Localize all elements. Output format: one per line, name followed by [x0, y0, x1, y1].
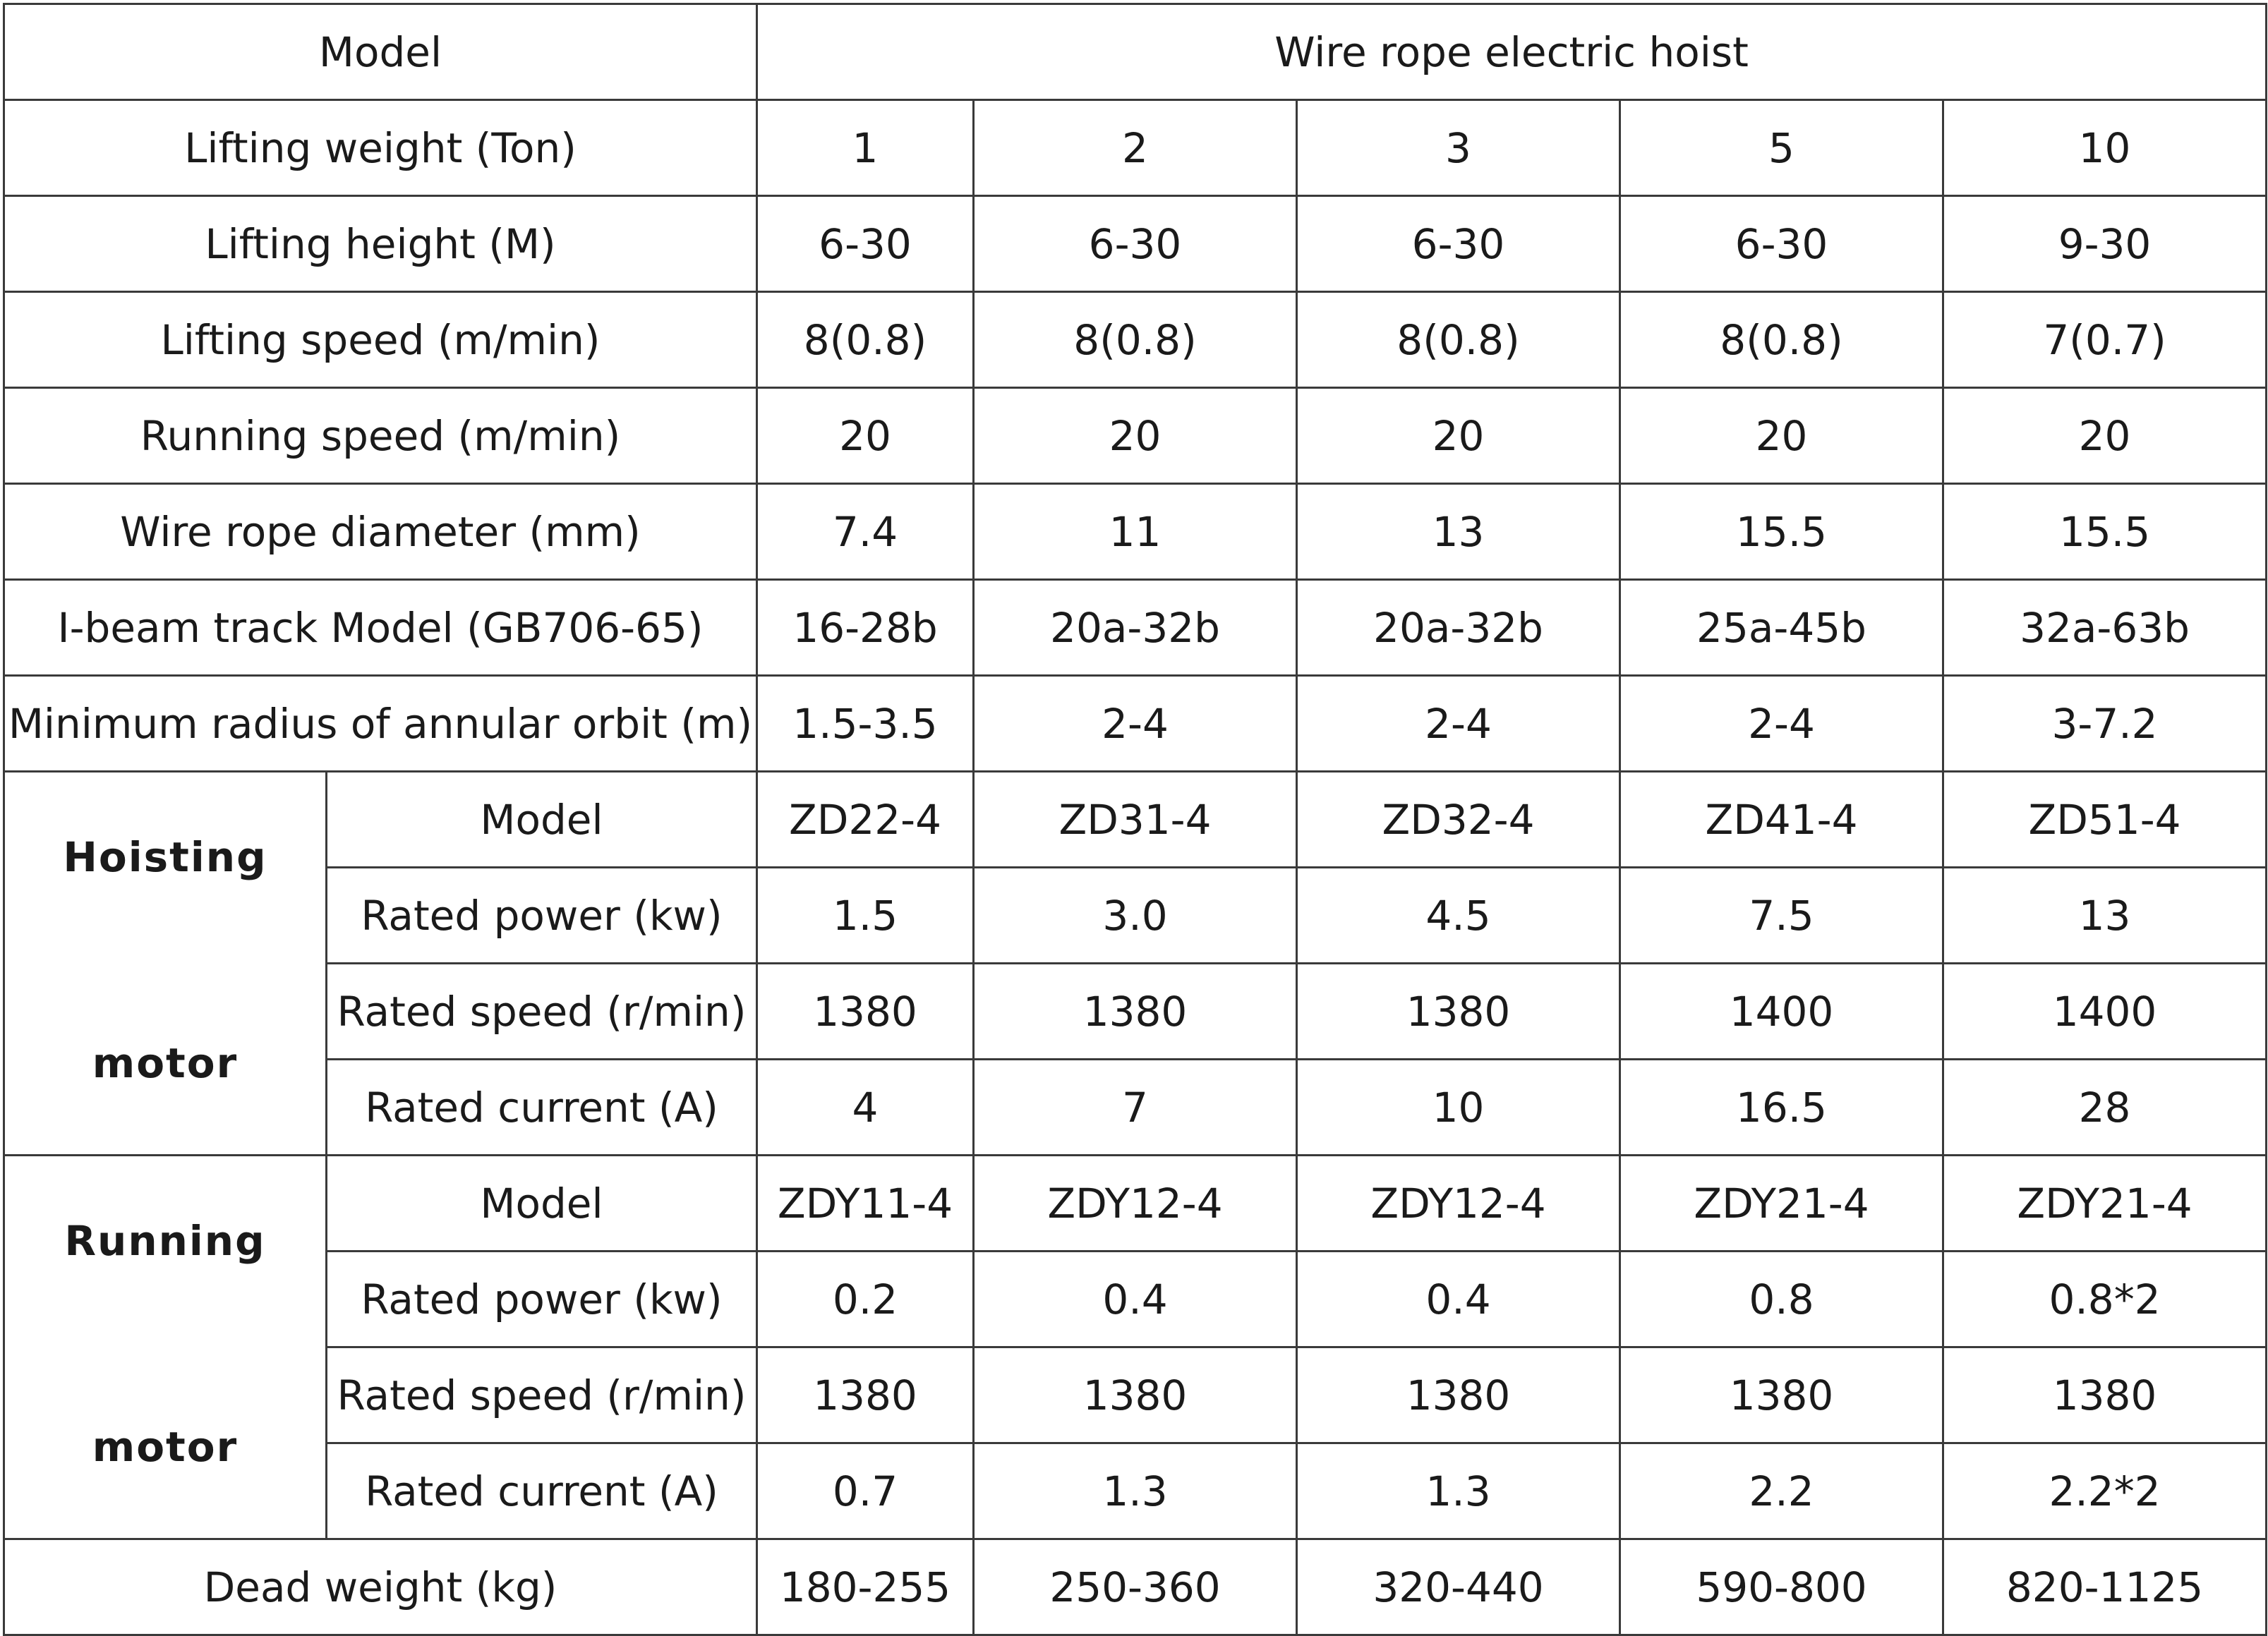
table-cell: 25a-45b [1620, 580, 1943, 676]
group-title-line: Running [64, 1216, 266, 1265]
table-cell: 13 [1943, 868, 2267, 964]
table-row [4, 388, 2267, 484]
row-label: Model [327, 772, 757, 868]
table-row [4, 676, 2267, 772]
table-cell: ZDY12-4 [974, 1156, 1297, 1252]
table-cell: 1380 [1943, 1347, 2267, 1443]
table-cell: 0.4 [1297, 1252, 1620, 1347]
table-cell: 0.2 [757, 1252, 974, 1347]
table-cell: 4.5 [1297, 868, 1620, 964]
table-cell: 20 [757, 388, 974, 484]
table-row [4, 484, 2267, 580]
row-label: Rated current (A) [327, 1060, 757, 1156]
table-cell: 32a-63b [1943, 580, 2267, 676]
row-label: Dead weight (kg) [4, 1539, 757, 1635]
table-cell: ZD32-4 [1297, 772, 1620, 868]
table-cell: 6-30 [974, 196, 1297, 292]
table-cell: 6-30 [1297, 196, 1620, 292]
table-cell: 3-7.2 [1943, 676, 2267, 772]
table-cell: 10 [1297, 1060, 1620, 1156]
table-cell: 8(0.8) [974, 292, 1297, 388]
product-name-cell: Wire rope electric hoist [757, 4, 2267, 100]
table-cell: ZD31-4 [974, 772, 1297, 868]
table-cell: 2-4 [1297, 676, 1620, 772]
table-cell: 3.0 [974, 868, 1297, 964]
hoist-spec-table [3, 3, 2267, 1636]
row-label: Rated speed (r/min) [327, 964, 757, 1060]
table-cell: 5 [1620, 100, 1943, 196]
table-cell: 10 [1943, 100, 2267, 196]
running-motor-group-label [4, 1156, 327, 1539]
table-cell: 2.2*2 [1943, 1443, 2267, 1539]
table-cell: 1.3 [974, 1443, 1297, 1539]
table-cell: 8(0.8) [1620, 292, 1943, 388]
table-cell: 13 [1297, 484, 1620, 580]
table-row [4, 868, 2267, 964]
table-row [4, 1156, 2267, 1252]
model-header-cell: Model [4, 4, 757, 100]
table-row [4, 1060, 2267, 1156]
row-label: Rated power (kw) [327, 1252, 757, 1347]
table-cell: 20a-32b [1297, 580, 1620, 676]
row-label: Rated speed (r/min) [327, 1347, 757, 1443]
row-label: Lifting height (M) [4, 196, 757, 292]
table-cell: 20a-32b [974, 580, 1297, 676]
row-label: Running speed (m/min) [4, 388, 757, 484]
table-cell: 1.3 [1297, 1443, 1620, 1539]
table-cell: 0.8 [1620, 1252, 1943, 1347]
table-cell: 2-4 [974, 676, 1297, 772]
table-cell: 1 [757, 100, 974, 196]
table-cell: 1380 [974, 964, 1297, 1060]
table-cell: 6-30 [757, 196, 974, 292]
table-row [4, 772, 2267, 868]
table-cell: 20 [974, 388, 1297, 484]
table-cell: 0.7 [757, 1443, 974, 1539]
header-row [4, 4, 2267, 100]
table-cell: 28 [1943, 1060, 2267, 1156]
row-label: I-beam track Model (GB706-65) [4, 580, 757, 676]
table-row [4, 964, 2267, 1060]
group-title-line: motor [92, 1038, 239, 1087]
table-cell: 7 [974, 1060, 1297, 1156]
table-row [4, 1443, 2267, 1539]
row-label: Rated current (A) [327, 1443, 757, 1539]
table-cell: 3 [1297, 100, 1620, 196]
table-cell: 8(0.8) [757, 292, 974, 388]
table-cell: 590-800 [1620, 1539, 1943, 1635]
table-cell: 2.2 [1620, 1443, 1943, 1539]
table-cell: 7.5 [1620, 868, 1943, 964]
table-cell: 20 [1620, 388, 1943, 484]
table-cell: 15.5 [1943, 484, 2267, 580]
table-cell: 1400 [1620, 964, 1943, 1060]
table-cell: 1400 [1943, 964, 2267, 1060]
table-cell: 1.5-3.5 [757, 676, 974, 772]
hoisting-motor-group-label [4, 772, 327, 1156]
row-label: Lifting weight (Ton) [4, 100, 757, 196]
table-cell: 16.5 [1620, 1060, 1943, 1156]
table-cell: 7.4 [757, 484, 974, 580]
table-cell: 1.5 [757, 868, 974, 964]
table-cell: ZDY21-4 [1620, 1156, 1943, 1252]
table-cell: 0.8*2 [1943, 1252, 2267, 1347]
table-cell: 6-30 [1620, 196, 1943, 292]
table-cell: 4 [757, 1060, 974, 1156]
group-title-line: Hoisting [63, 832, 267, 881]
table-cell: 1380 [1297, 1347, 1620, 1443]
row-label: Model [327, 1156, 757, 1252]
table-cell: 2 [974, 100, 1297, 196]
table-cell: 180-255 [757, 1539, 974, 1635]
table-cell: 250-360 [974, 1539, 1297, 1635]
table-cell: ZDY11-4 [757, 1156, 974, 1252]
table-cell: ZDY12-4 [1297, 1156, 1620, 1252]
row-label: Minimum radius of annular orbit (m) [4, 676, 757, 772]
table-row [4, 100, 2267, 196]
table-cell: 9-30 [1943, 196, 2267, 292]
row-label: Lifting speed (m/min) [4, 292, 757, 388]
table-row [4, 580, 2267, 676]
table-cell: 2-4 [1620, 676, 1943, 772]
table-cell: 1380 [1297, 964, 1620, 1060]
row-label: Wire rope diameter (mm) [4, 484, 757, 580]
table-row [4, 196, 2267, 292]
table-cell: 20 [1297, 388, 1620, 484]
group-title-line: motor [92, 1422, 239, 1471]
table-row [4, 1252, 2267, 1347]
table-cell: 820-1125 [1943, 1539, 2267, 1635]
table-cell: 1380 [974, 1347, 1297, 1443]
table-row [4, 1347, 2267, 1443]
table-cell: ZDY21-4 [1943, 1156, 2267, 1252]
table-cell: 8(0.8) [1297, 292, 1620, 388]
table-row [4, 1539, 2267, 1635]
row-label: Rated power (kw) [327, 868, 757, 964]
table-cell: 320-440 [1297, 1539, 1620, 1635]
table-cell: ZD41-4 [1620, 772, 1943, 868]
table-cell: ZD51-4 [1943, 772, 2267, 868]
table-cell: 1380 [757, 1347, 974, 1443]
table-cell: 11 [974, 484, 1297, 580]
table-cell: ZD22-4 [757, 772, 974, 868]
table-cell: 1380 [757, 964, 974, 1060]
table-cell: 15.5 [1620, 484, 1943, 580]
table-cell: 0.4 [974, 1252, 1297, 1347]
table-cell: 20 [1943, 388, 2267, 484]
table-row [4, 292, 2267, 388]
table-cell: 7(0.7) [1943, 292, 2267, 388]
table-cell: 16-28b [757, 580, 974, 676]
table-cell: 1380 [1620, 1347, 1943, 1443]
